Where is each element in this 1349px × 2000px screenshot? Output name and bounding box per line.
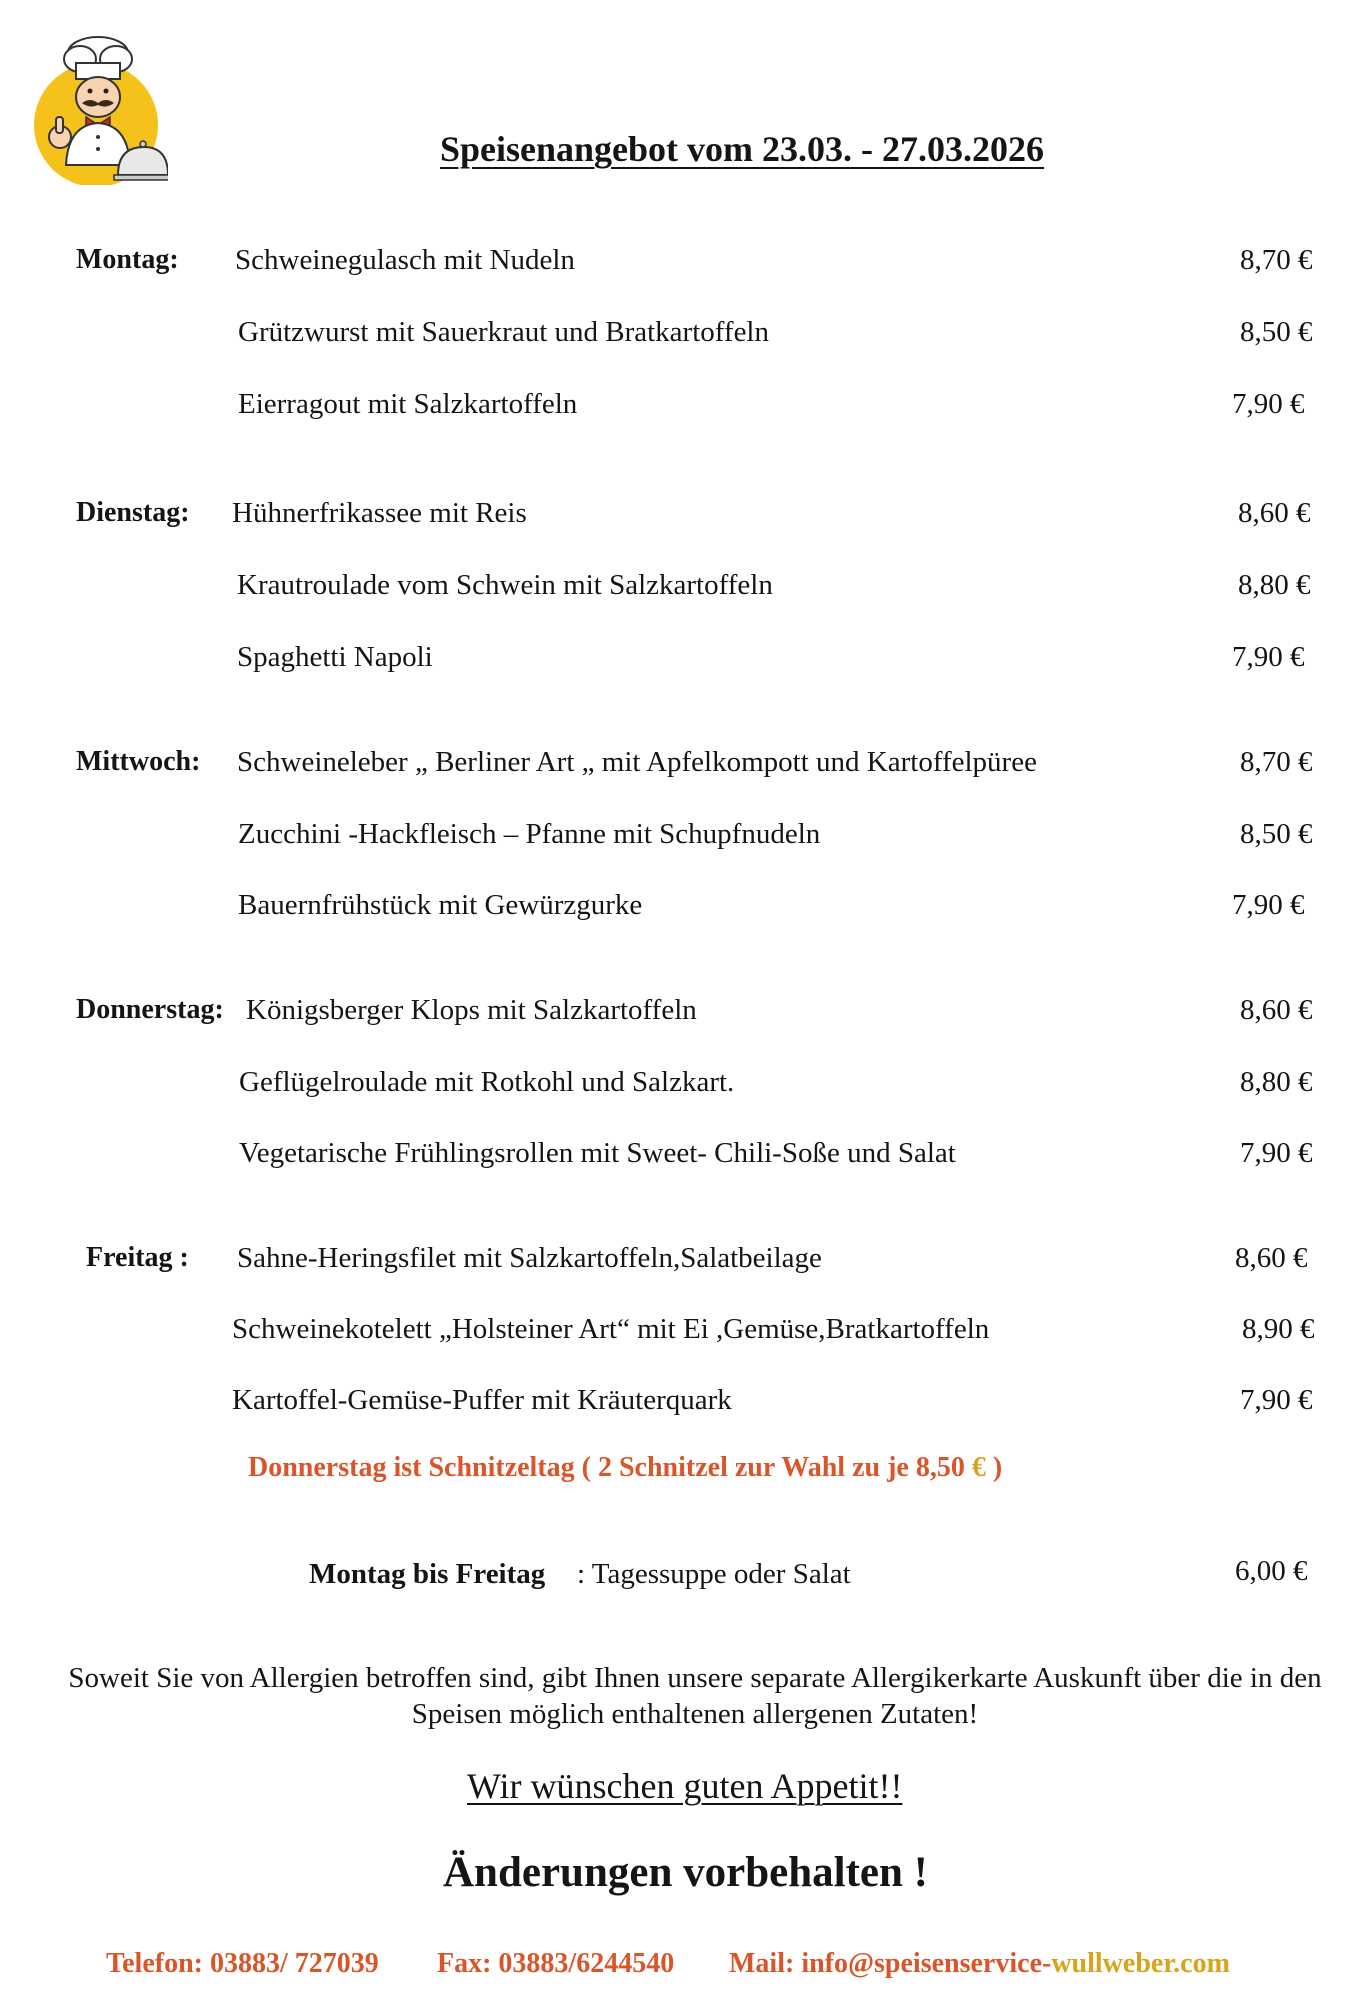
euro-symbol: € (971, 1452, 986, 1483)
dish-price: 8,80 € (1240, 1066, 1313, 1098)
dish-price: 8,80 € (1238, 569, 1311, 601)
dish-price: 8,60 € (1235, 1242, 1308, 1274)
dish-name: Krautroulade vom Schwein mit Salzkartoffeln (237, 569, 773, 601)
day-label: Freitag : (86, 1242, 189, 1273)
dish-name: Geflügelroulade mit Rotkohl und Salzkart. (239, 1066, 735, 1098)
chef-mascot-icon (18, 25, 168, 185)
dish-name: Kartoffel-Gemüse-Puffer mit Kräuterquark (232, 1384, 732, 1416)
schnitzel-note-text: Donnerstag ist Schnitzeltag ( 2 Schnitzel zur Wahl zu je 8,50 (248, 1452, 965, 1483)
appetit-text: Wir wünschen guten Appetit!! (467, 1766, 903, 1806)
day-label: Dienstag: (76, 497, 190, 528)
dish-name: Bauernfrühstück mit Gewürzgurke (238, 889, 643, 921)
contact-mail[interactable] (729, 1948, 1230, 1980)
dish-name: Vegetarische Frühlingsrollen mit Sweet- Chili-Soße und Salat (239, 1137, 956, 1169)
dish-price: 8,70 € (1240, 244, 1313, 276)
changes-notice: Änderungen vorbehalten ! (443, 1849, 928, 1896)
dish-name: Schweinekotelett „Holsteiner Art“ mit Ei ,Gemüse,Bratkartoffeln (232, 1313, 990, 1345)
soup-price: 6,00 € (1235, 1555, 1308, 1587)
contact-mail-label: Mail: (729, 1948, 795, 1979)
dish-price: 8,90 € (1242, 1313, 1315, 1345)
day-label: Mittwoch: (76, 746, 201, 777)
dish-name: Grützwurst mit Sauerkraut und Bratkartoffeln (238, 316, 769, 348)
dish-name: Schweineleber „ Berliner Art „ mit Apfelkompott und Kartoffelpüree (237, 746, 1037, 778)
dish-price: 7,90 € (1240, 1384, 1313, 1416)
dish-price: 7,90 € (1240, 1137, 1313, 1169)
dish-price: 8,60 € (1238, 497, 1311, 529)
page-title: Speisenangebot vom 23.03. - 27.03.2026 (440, 129, 1045, 169)
schnitzel-note (248, 1452, 1002, 1484)
day-label: Montag: (76, 244, 179, 275)
dish-price: 7,90 € (1232, 388, 1305, 420)
dish-price: 8,50 € (1240, 316, 1313, 348)
dish-name: Zucchini -Hackfleisch – Pfanne mit Schupfnudeln (238, 818, 821, 850)
day-label: Donnerstag: (76, 994, 224, 1025)
chef-logo (18, 25, 168, 185)
dish-name: Schweinegulasch mit Nudeln (235, 244, 575, 276)
contact-fax: Fax: 03883/6244540 (437, 1948, 675, 1979)
dish-price: 8,70 € (1240, 746, 1313, 778)
dish-name: Königsberger Klops mit Salzkartoffeln (246, 994, 697, 1026)
allergy-note: Soweit Sie von Allergien betroffen sind, gibt Ihnen unsere separate Allergikerkarte Auskunft über die in den Speisen möglich enthaltenen allergenen Zutaten! (68, 1662, 1322, 1730)
dish-name: Eierragout mit Salzkartoffeln (238, 388, 578, 420)
schnitzel-note-close: ) (992, 1452, 1003, 1483)
contact-phone: Telefon: 03883/ 727039 (106, 1948, 379, 1979)
soup-text: : Tagessuppe oder Salat (577, 1558, 851, 1590)
dish-price: 7,90 € (1232, 889, 1305, 921)
contact-mail-address-b: wullweber.com (1051, 1948, 1230, 1979)
dish-name: Spaghetti Napoli (237, 641, 433, 673)
dish-price: 8,60 € (1240, 994, 1313, 1026)
dish-price: 7,90 € (1232, 641, 1305, 673)
dish-name: Hühnerfrikassee mit Reis (232, 497, 527, 529)
contact-mail-address-a: info@speisenservice- (801, 1948, 1052, 1979)
dish-price: 8,50 € (1240, 818, 1313, 850)
soup-label: Montag bis Freitag (309, 1558, 546, 1590)
dish-name: Sahne-Heringsfilet mit Salzkartoffeln,Salatbeilage (237, 1242, 822, 1274)
